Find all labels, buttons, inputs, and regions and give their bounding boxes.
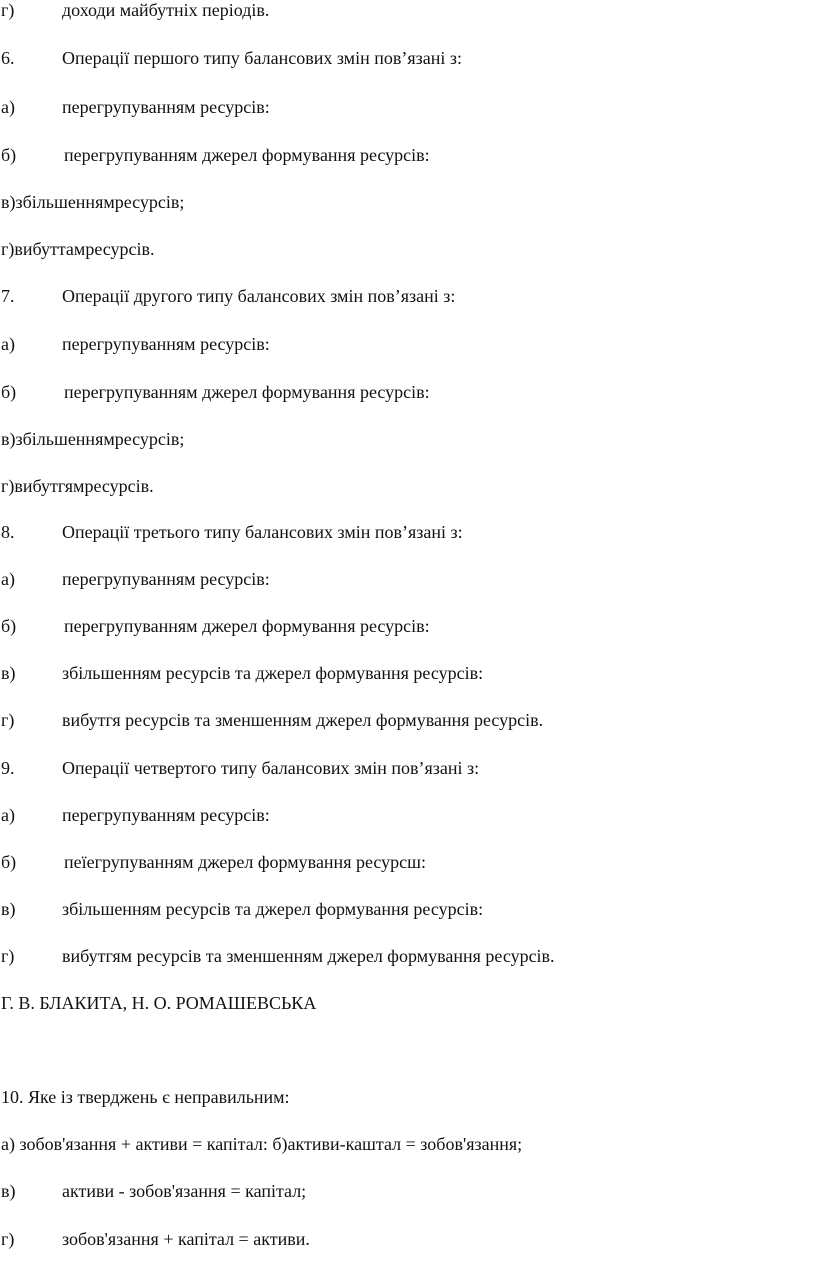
option-text: збільшенням ресурсів та джерел формування ресурсів: bbox=[62, 663, 484, 683]
question-text: Операції четвертого типу балансових змін пов’язані з: bbox=[62, 758, 480, 778]
option-text: зобов'язання + капітал = активи. bbox=[62, 1229, 310, 1249]
option-marker: а) bbox=[1, 97, 15, 117]
option-text: в)збільшеннямресурсів; bbox=[1, 429, 185, 449]
question-text: Операції першого типу балансових змін пов’язані з: bbox=[62, 48, 462, 68]
option-text: вибутгя ресурсів та зменшенням джерел формування ресурсів. bbox=[62, 710, 544, 730]
option-marker: а) bbox=[1, 805, 15, 825]
option-text: активи - зобов'язання = капітал; bbox=[62, 1181, 307, 1201]
item-text: доходи майбутніх періодів. bbox=[62, 0, 270, 20]
option-marker: г) bbox=[1, 710, 15, 730]
item-marker: г) bbox=[1, 0, 15, 20]
option-marker: г) bbox=[1, 946, 15, 966]
option-text: перегрупуванням джерел формування ресурсів: bbox=[64, 382, 430, 402]
option-text: перегрупуванням ресурсів: bbox=[62, 97, 270, 117]
option-text: г)вибуттамресурсів. bbox=[1, 239, 155, 259]
option-marker: в) bbox=[1, 1181, 16, 1201]
option-marker: в) bbox=[1, 899, 16, 919]
question-number: 8. bbox=[1, 522, 15, 542]
option-marker: б) bbox=[1, 616, 17, 636]
option-text: перегрупуванням ресурсів: bbox=[62, 334, 270, 354]
option-text: перегрупуванням джерел формування ресурсів: bbox=[64, 145, 430, 165]
option-text: пеїегрупуванням джерел формування ресурсш: bbox=[64, 852, 427, 872]
option-marker: а) bbox=[1, 334, 15, 354]
option-marker: б) bbox=[1, 382, 17, 402]
option-text: перегрупуванням ресурсів: bbox=[62, 569, 270, 589]
option-text: перегрупуванням джерел формування ресурсів: bbox=[64, 616, 430, 636]
option-marker: б) bbox=[1, 145, 17, 165]
option-text: вибутгям ресурсів та зменшенням джерел формування ресурсів. bbox=[62, 946, 555, 966]
question-text: Операції третього типу балансових змін пов’язані з: bbox=[62, 522, 463, 542]
question-text: Операції другого типу балансових змін пов’язані з: bbox=[62, 286, 456, 306]
question-number: 9. bbox=[1, 758, 15, 778]
question-number: 7. bbox=[1, 286, 15, 306]
option-marker: г) bbox=[1, 1229, 15, 1249]
option-text: г)вибутгямресурсів. bbox=[1, 476, 154, 496]
option-text: перегрупуванням ресурсів: bbox=[62, 805, 270, 825]
option-marker: а) bbox=[1, 569, 15, 589]
question-number: 6. bbox=[1, 48, 15, 68]
authors-header: Г. В. БЛАКИТА, Н. О. РОМАШЕВСЬКА bbox=[1, 993, 317, 1013]
option-text: в)збільшеннямресурсів; bbox=[1, 192, 185, 212]
option-text: збільшенням ресурсів та джерел формування ресурсів: bbox=[62, 899, 484, 919]
option-text: а) зобов'язання + активи = капітал: б)активи-каштал = зобов'язання; bbox=[1, 1134, 523, 1154]
question-text: 10. Яке із тверджень є неправильним: bbox=[1, 1087, 290, 1107]
option-marker: б) bbox=[1, 852, 17, 872]
option-marker: в) bbox=[1, 663, 16, 683]
